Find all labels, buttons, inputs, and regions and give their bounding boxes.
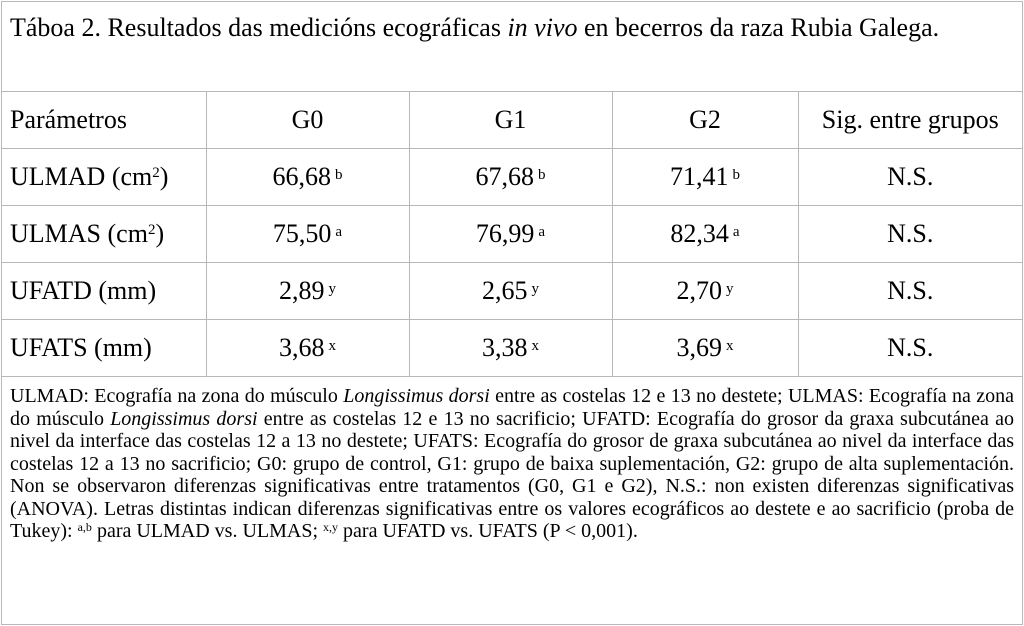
- caption-italic: in vivo: [507, 13, 578, 42]
- value-cell: 75,50 $^a$: [206, 206, 409, 263]
- table-row: [2, 263, 1022, 320]
- sig-cell: N.S.: [798, 320, 1022, 377]
- results-table: [2, 92, 1022, 377]
- header-row: [2, 92, 1022, 149]
- value-cell: 2,89 $^y$: [206, 263, 409, 320]
- value-cell: 76,99 $^a$: [409, 206, 612, 263]
- sig-cell: N.S.: [798, 149, 1022, 206]
- value-cell: 66,68 $^b$: [206, 149, 409, 206]
- value-cell: 67,68 $^b$: [409, 149, 612, 206]
- param-cell: ULMAS $(cm^2)$: [2, 206, 206, 263]
- header-cell: Sig. entre grupos: [798, 92, 1022, 149]
- value-cell: 82,34 $^a$: [612, 206, 798, 263]
- value-cell: 3,68 $^x$: [206, 320, 409, 377]
- value-cell: 2,70 $^y$: [612, 263, 798, 320]
- table-caption: Táboa 2. Resultados das medicións ecográficas in vivo en becerros da raza Rubia Galega.: [2, 2, 1022, 92]
- value-cell: 3,69 $^x$: [612, 320, 798, 377]
- header-cell: G2: [612, 92, 798, 149]
- value-cell: 3,38 $^x$: [409, 320, 612, 377]
- value-cell: 2,65 $^y$: [409, 263, 612, 320]
- param-cell: ULMAD $(cm^2)$: [2, 149, 206, 206]
- sig-cell: N.S.: [798, 206, 1022, 263]
- sig-cell: N.S.: [798, 263, 1022, 320]
- param-cell: UFATD (mm): [2, 263, 206, 320]
- header-cell: G0: [206, 92, 409, 149]
- header-cell: G1: [409, 92, 612, 149]
- table-row: [2, 206, 1022, 263]
- table-figure: [1, 1, 1023, 625]
- table-footnote: ULMAD: Ecografía na zona do músculo Longissimus dorsi entre as costelas 12 e 13 no destete; ULMAS: Ecografía na zona do músculo Longissimus dorsi entre as costelas 12 e 13 no sacrificio; UFATD: Ecografía do grosor da graxa subcutánea ao nivel da interface das costelas 12 a 13 no destete; UFATS: Ecografía do grosor de graxa subcutánea ao nivel da interface das costelas 12 a 13 no sacrificio; G0: grupo de control, G1: grupo de baixa suplementación, G2: grupo de alta suplementación. Non se observaron diferenzas significativas entre tratamentos (G0, G1 e G2), N.S.: non existen diferenzas significativas (ANOVA). Letras distintas indican diferenzas significativas entre os valores ecográficos ao destete e ao sacrificio (proba de Tukey): $^{a,b}$ para ULMAD vs. ULMAS; $^{x,y}$ para UFATD vs. UFATS (P < 0,001).: [10, 385, 1015, 542]
- header-cell: Parámetros: [2, 92, 206, 149]
- param-cell: UFATS (mm): [2, 320, 206, 377]
- table-row: [2, 320, 1022, 377]
- value-cell: 71,41 $^b$: [612, 149, 798, 206]
- table-row: [2, 149, 1022, 206]
